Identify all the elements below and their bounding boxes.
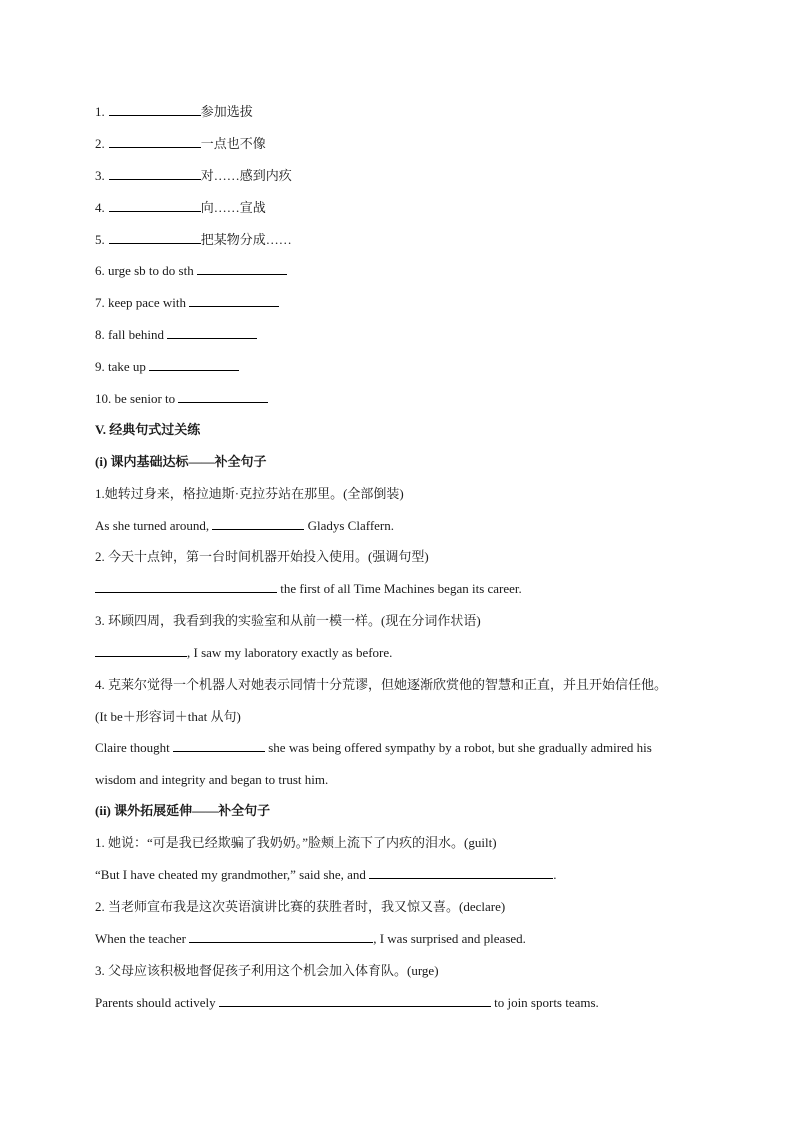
answer-blank[interactable]: [95, 644, 187, 657]
sentence-answer-line: When the teacher , I was surprised and pleased.: [95, 931, 526, 946]
vocab-item-9: 9. take up: [95, 358, 699, 376]
answer-blank[interactable]: [178, 390, 268, 403]
sentence-answer-line: the first of all Time Machines began its career.: [95, 580, 699, 598]
sentence-answer-line: Parents should actively to join sports teams.: [95, 995, 599, 1010]
sentence-prompt: 3. 环顾四周，我看到我的实验室和从前一模一样。(现在分词作状语): [95, 613, 481, 628]
answer-blank[interactable]: [109, 199, 201, 212]
vocab-item-4: 4. 向……宣战: [95, 200, 266, 215]
answer-blank[interactable]: [109, 167, 201, 180]
answer-blank[interactable]: [212, 517, 304, 530]
sentence-prompt: 1.她转过身来，格拉迪斯·克拉芬站在那里。(全部倒装): [95, 486, 404, 501]
sentence-prompt: 3. 父母应该积极地督促孩子利用这个机会加入体育队。(urge): [95, 963, 439, 978]
vocab-item-5: 5. 把某物分成……: [95, 232, 292, 247]
sentence-answer-line: As she turned around, Gladys Claffern.: [95, 518, 394, 533]
answer-blank[interactable]: [189, 930, 373, 943]
answer-blank[interactable]: [95, 580, 277, 593]
sentence-prompt: 1. 她说：“可是我已经欺骗了我奶奶。”脸颊上流下了内疚的泪水。(guilt): [95, 835, 497, 850]
sentence-answer-line: “But I have cheated my grandmother,” said she, and .: [95, 867, 557, 882]
sentence-prompt: 2. 今天十点钟，第一台时间机器开始投入使用。(强调句型): [95, 549, 429, 564]
vocab-item-7: 7. keep pace with: [95, 294, 699, 312]
subsection-heading: (i) 课内基础达标——补全句子: [95, 454, 267, 469]
answer-blank[interactable]: [167, 326, 257, 339]
answer-blank[interactable]: [197, 262, 287, 275]
subsection-heading: (ii) 课外拓展延伸——补全句子: [95, 803, 271, 818]
answer-blank[interactable]: [173, 739, 265, 752]
answer-blank[interactable]: [219, 994, 491, 1007]
sentence-prompt: 4. 克莱尔觉得一个机器人对她表示同情十分荒谬，但她逐渐欣赏他的智慧和正直，并且开始信任他。: [95, 677, 668, 692]
answer-blank[interactable]: [109, 135, 201, 148]
answer-blank[interactable]: [189, 294, 279, 307]
section-heading: V. 经典句式过关练: [95, 422, 201, 437]
vocab-item-10: 10. be senior to: [95, 390, 699, 408]
vocab-item-8: 8. fall behind: [95, 326, 699, 344]
vocab-item-6: 6. urge sb to do sth: [95, 262, 699, 280]
vocab-item-3: 3. 对……感到内疚: [95, 168, 292, 183]
sentence-answer-line: , I saw my laboratory exactly as before.: [95, 644, 699, 662]
vocab-item-2: 2. 一点也不像: [95, 136, 266, 151]
sentence-prompt-note: (It be＋形容词＋that 从句): [95, 709, 241, 724]
answer-blank[interactable]: [109, 103, 201, 116]
sentence-prompt: 2. 当老师宣布我是这次英语演讲比赛的获胜者时，我又惊又喜。(declare): [95, 899, 506, 914]
answer-blank[interactable]: [369, 866, 553, 879]
sentence-answer-line: Claire thought she was being offered sympathy by a robot, but she gradually admired his: [95, 740, 652, 755]
answer-blank[interactable]: [109, 231, 201, 244]
sentence-answer-cont: wisdom and integrity and began to trust him.: [95, 772, 329, 787]
vocab-item-1: 1. 参加选拔: [95, 104, 253, 119]
answer-blank[interactable]: [149, 358, 239, 371]
